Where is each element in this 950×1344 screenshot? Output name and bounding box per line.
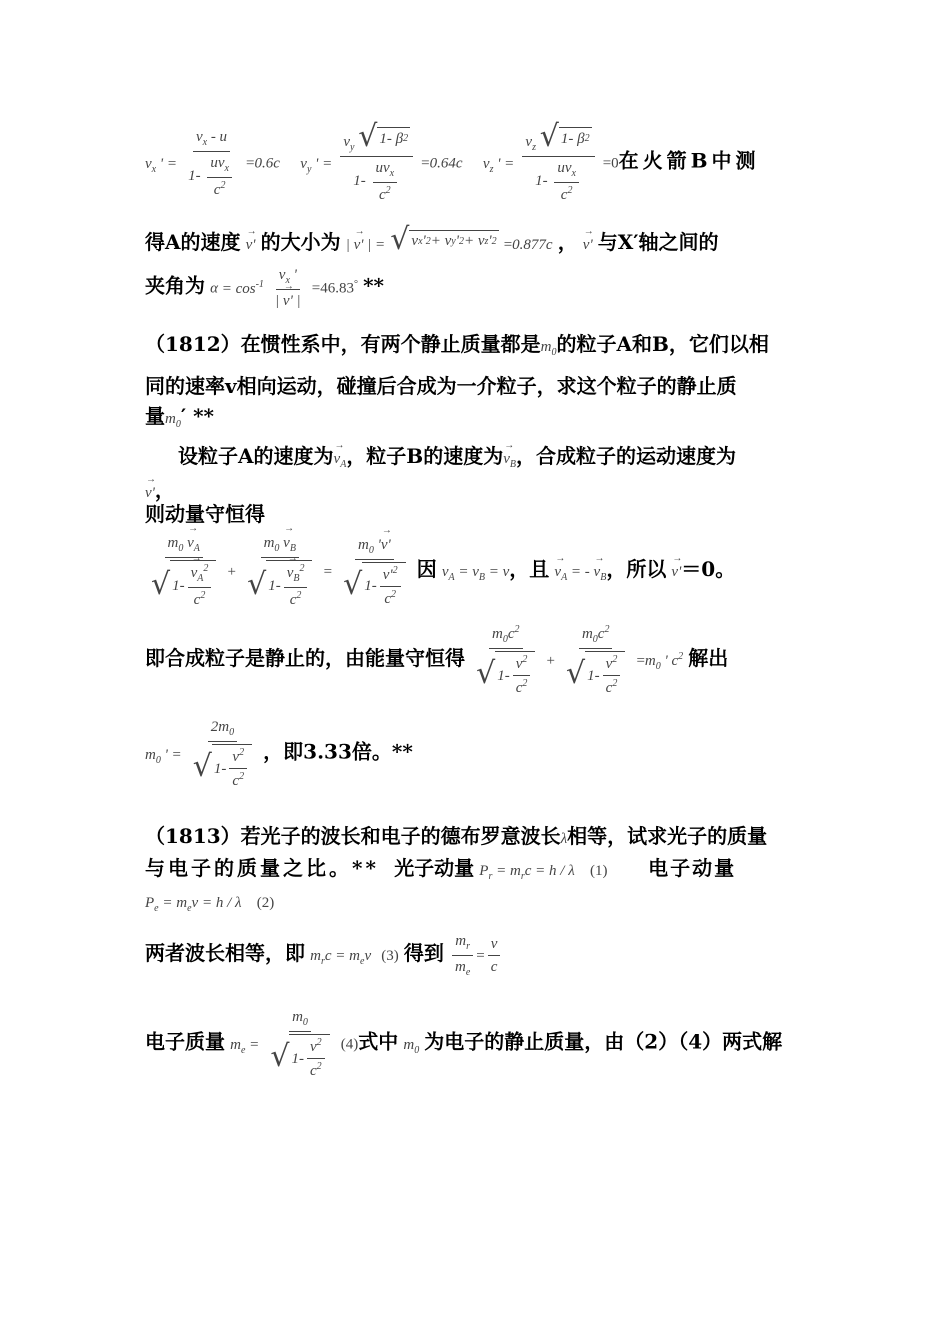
text-obtain: 得到	[403, 941, 444, 965]
text-speed-of-a: 得A的速度	[145, 230, 241, 254]
text-set-vprime: ，合成粒子的运动速度为	[516, 444, 736, 468]
text-electron-momentum: 电子动量	[648, 856, 737, 880]
math-m0prime-c2: $m_0$ ' $c^2$	[644, 651, 684, 672]
math-frac-vz: $v_z$ √ 1- β 2 1- $\frac{uv_x}{c^2}$	[522, 122, 594, 204]
text-angle-with-x: 与X′轴之间的	[597, 230, 719, 254]
math-value-speed: 0.877c	[512, 237, 553, 253]
math-m0-3: $m_0$	[403, 1036, 420, 1056]
math-va-eq-vb: $v_A = v_B = v$	[441, 564, 510, 583]
text-set-vb: ，粒子B的速度为	[346, 444, 504, 468]
math-vz: $v_z$ ' =	[482, 155, 515, 175]
math-vprime-2: → v'	[583, 237, 593, 254]
math-vx: $v_x$ ' =	[145, 155, 177, 175]
math-frac-ea: $m_0c^2$ √ 1- $\frac{v^2}{c^2}$	[473, 624, 538, 697]
math-lambda: λ	[560, 831, 568, 847]
text-comma: ，	[557, 230, 578, 254]
math-eq-2: (2)	[256, 895, 275, 911]
math-vprime-3: → v'	[145, 485, 155, 502]
math-electron-momentum: $P_e = m_ev = h / \lambda$	[145, 895, 242, 914]
math-vb: → $v_B$	[503, 451, 516, 470]
speed-magnitude-row: 得A的速度 → v' 的大小为 | → v' | = √ v x ' 2 + v y ' 2 + v z ' 2 =0.877c ， → v' 与X′轴之间的	[145, 225, 810, 255]
math-frac-result: $2m_0$ √ 1- $\frac{v^2}{c^2}$	[190, 718, 255, 790]
angle-row: 夹角为 $\alpha = \cos^{-1}$ $\frac{v_x '}{| \to v' |}$ =46.83° **	[145, 266, 810, 310]
problem-1813-line1	[145, 820, 810, 849]
text-magnitude-is: 的大小为	[260, 230, 341, 254]
math-value-angle: 46.83	[320, 280, 354, 297]
math-va: → $v_A$	[334, 451, 347, 470]
math-sqrt-sum: √ v x ' 2 + v y ' 2 + v z ' 2	[390, 222, 497, 257]
math-m0prime: $m_0$ ' =	[145, 746, 182, 766]
math-alpha: $\alpha = \cos^{-1}$	[210, 278, 264, 297]
text-1813-head-b: 相等，试求光子的质量	[567, 824, 768, 848]
math-vprime: → v'	[246, 237, 256, 254]
problem-1812-line3	[145, 400, 810, 430]
text-momentum-conservation: 则动量守恒得	[145, 502, 265, 526]
math-eq-4: (4)	[340, 1036, 359, 1053]
text-rest-mass: 为电子的静止质量，由（2）（4）两式解	[424, 1029, 783, 1054]
electron-momentum-row	[145, 892, 810, 914]
math-photon-momentum: $P_r = m_rc = h / \lambda$	[479, 863, 575, 882]
text-rocket-b: 在火箭B中测	[618, 148, 760, 173]
math-frac-vy: $v_y$ √ 1- β 2 1- $\frac{uv_x}{c^2}$	[340, 122, 413, 204]
text-result: ，即3.33倍。**	[263, 739, 413, 764]
math-frac-cos: $\frac{v_x '}{| \to v' |}$	[272, 266, 304, 310]
text-electron-mass: 电子质量	[145, 1029, 225, 1054]
momentum-equation-row: $m_0 \to v_A$ √ 1- → $\frac{v_A^2}{c^2}$ + $m_0 \to v_B$ √ 1- → $\frac{v_B^2}{c^2}$ = $m_0$ '→ v' √ 1- $\frac{v'^2}{c^2}$ 因 $v_A = v_B = v$，且 → $v_A$ = - → $v_B$，所以 → v'＝0。	[145, 534, 810, 609]
math-value-vy: 0.64c	[429, 155, 463, 172]
math-value-vx: 0.6c	[254, 155, 280, 172]
math-frac-vc: $\frac{v}{c}$	[488, 935, 501, 976]
text-1812-line3a: 量	[145, 404, 165, 428]
text-angle-is: 夹角为	[145, 273, 205, 298]
problem-1813-line2	[145, 852, 810, 882]
problem-1812-setup	[178, 440, 843, 470]
text-stars: **	[363, 273, 384, 298]
text-set-va: 设粒子A的速度为	[178, 444, 334, 468]
text-because: 因	[416, 557, 437, 581]
text-so: ，所以	[606, 557, 667, 581]
text-photon-momentum: 光子动量	[394, 856, 475, 880]
math-frac-eb: $m_0c^2$ √ 1- $\frac{v^2}{c^2}$	[563, 624, 628, 697]
problem-1812-line1	[145, 328, 810, 358]
text-1812-line2: 同的速率v相向运动，碰撞后合成为一介粒子，求这个粒子的静止质	[145, 374, 737, 398]
math-frac-vx: $v_x$ - u 1- $\frac{uv_x}{c^2}$	[185, 128, 238, 199]
electron-mass-row	[145, 1008, 810, 1080]
math-m0-2: $m_0$	[165, 411, 181, 430]
text-energy-conservation: 即合成粒子是静止的，由能量守恒得	[145, 646, 465, 670]
math-eq-3: (3)	[381, 948, 399, 964]
text-comma-2: ，	[154, 478, 175, 502]
text-1813-line2a: 与电子的质量之比。**	[145, 856, 379, 880]
text-solve: 解出	[688, 646, 729, 670]
text-where: 式中	[358, 1029, 399, 1054]
wavelength-equal-row: 两者波长相等，即 $m_rc = m_ev$ (3) 得到 $\frac{m_r}{m_e}$ = $\frac{v}{c}$	[145, 932, 810, 979]
math-value-vz: 0	[611, 155, 619, 172]
math-va-neg-vb: → $v_A$ = - → $v_B$	[554, 564, 606, 580]
math-m0: $m_0$	[540, 339, 557, 358]
math-frac-pb: $m_0 \to v_B$ √ 1- → $\frac{v_B^2}{c^2}$	[244, 534, 315, 609]
math-frac-me: $m_0$ √ 1- $\frac{v^2}{c^2}$	[267, 1008, 332, 1080]
text-1812-head: （1812）在惯性系中，有两个静止质量都是	[145, 332, 541, 356]
text-and: ，且	[509, 557, 550, 581]
math-eq-1: (1)	[589, 863, 608, 879]
math-frac-pa: $m_0 \to v_A$ √ 1- → $\frac{v_A^2}{c^2}$	[148, 534, 219, 609]
math-vprime-abs: | → v' | =	[346, 237, 386, 253]
text-equals-zero: ＝0。	[681, 557, 736, 581]
text-1813-head: （1813）若光子的波长和电子的德布罗意波长	[145, 824, 561, 848]
math-frac-pprime: $m_0$ '→ v' √ 1- $\frac{v'^2}{c^2}$	[340, 536, 409, 608]
text-1812-head-b: 的粒子A和B，它们以相	[556, 332, 769, 356]
text-wavelength-equal: 两者波长相等，即	[145, 941, 305, 965]
result-row	[145, 718, 810, 790]
math-vprime-4: → v'	[671, 564, 681, 581]
math-mrc-eq-mev: $m_rc = m_ev$	[310, 948, 372, 967]
velocity-transform-row: $v_x$ ' = $v_x$ - u 1- $\frac{uv_x}{c^2}$ =0.6c $v_y$ ' = $v_y$ √ 1- β 2 1- $\frac{uv_x}{c^2}$ =0.64c $v_z$ ' = $v_z$ √ 1- β 2 1- $\frac{uv_x}{c^2}$ =0在火箭B中测	[145, 119, 760, 203]
energy-equation-row: 即合成粒子是静止的，由能量守恒得 $m_0c^2$ √ 1- $\frac{v^2}{c^2}$ + $m_0c^2$ √ 1- $\frac{v^2}{c^2}$ $=m_0$ ' $c^2$ 解出	[145, 624, 729, 696]
problem-1812-line2	[145, 370, 810, 399]
text-1812-line3b: ′ **	[180, 404, 214, 428]
math-me: $m_e$ =	[230, 1036, 260, 1056]
math-frac-ratio: $\frac{m_r}{m_e}$	[452, 932, 473, 979]
math-vy: $v_y$ ' =	[300, 155, 333, 175]
problem-1812-then	[145, 498, 810, 527]
